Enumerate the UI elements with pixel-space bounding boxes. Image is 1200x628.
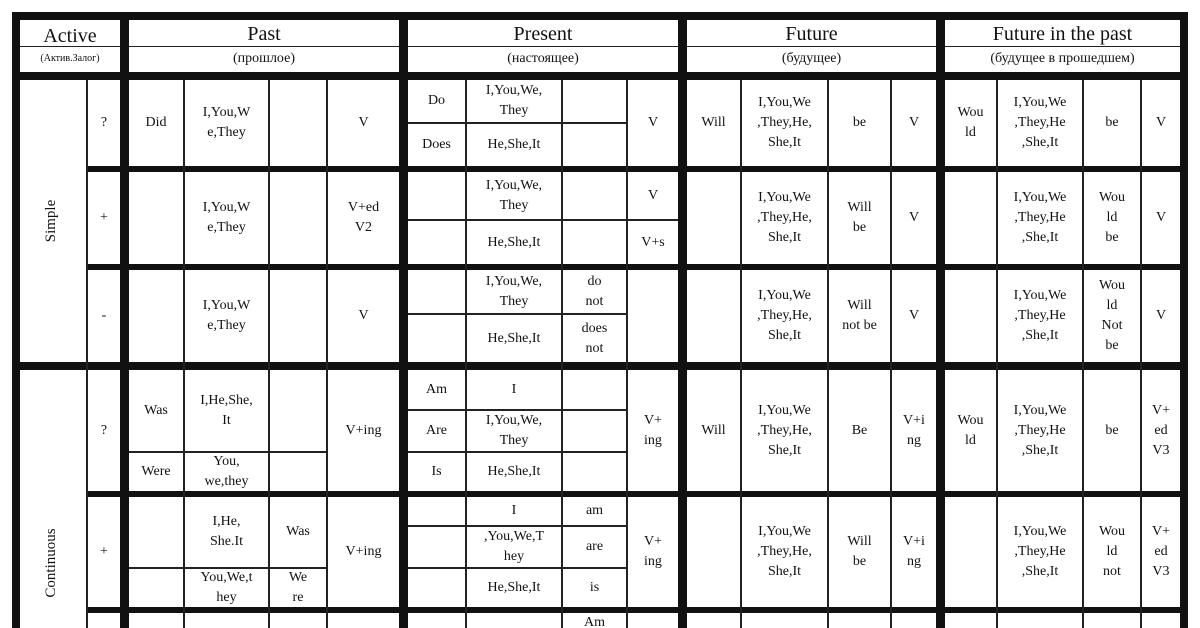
table-cell: V+ing [345,422,382,438]
table-cell: Will be [847,200,872,235]
header-future-in-past: Future in the past [992,23,1133,45]
frame-left [12,12,20,628]
active-subtitle: (Актив.Залог) [40,53,100,64]
mark-plus: + [100,544,108,559]
header-present: Present [513,23,573,45]
table-cell: I,He,She, It [200,392,253,428]
table-cell: V+ing [345,544,382,559]
table-cell: I [511,503,517,518]
frame-right [1180,12,1188,628]
col-divider [120,12,129,628]
table-cell: He,She,It [487,137,541,152]
table-cell: He,She,It [487,234,541,250]
table-cell: are [585,539,604,554]
table-cell: Was [144,402,168,418]
table-cell: V [908,210,920,225]
table-cell: V+ ed V3 [1151,524,1170,579]
header-line [687,46,936,47]
header-future: Future [785,23,838,45]
mark-question: ? [100,422,108,438]
table-cell: be [1105,422,1119,438]
table-cell: V [358,115,369,130]
mark-minus: - [101,308,107,323]
table-cell: Will be [847,534,872,569]
table-cell: V+ed V2 [347,200,380,235]
table-cell: I,You,We ,They,He, She,It [757,288,812,343]
table-cell: I,You,We ,They,He, She,It [757,402,812,458]
mark-question: ? [100,115,108,130]
table-cell: be [852,115,867,130]
table-cell: Is [431,464,442,479]
table-cell: V [647,115,659,130]
table-cell: We re [288,570,308,605]
table-cell: does not [581,320,608,356]
col-divider [399,12,408,628]
table-cell: You, we,they [204,454,249,489]
header-line [945,46,1180,47]
header-past-ru: (прошлое) [233,51,295,66]
table-cell: I,You,W e,They [202,105,251,140]
col-divider [936,12,945,628]
table-cell: V [647,187,659,203]
table-cell: V+ ing [643,412,662,448]
table-cell: He,She,It [487,464,541,479]
table-cell: I,You,We ,They,He ,She,It [1013,95,1067,150]
table-cell: V [358,308,369,323]
table-cell: be [1105,115,1119,130]
table-cell: I,You,We, They [485,83,543,118]
table-cell: I,You,W e,They [202,298,251,333]
table-cell: I,You,We ,They,He, She,It [757,190,812,245]
group-label-simple: Simple [43,199,59,243]
table-cell: Wou ld be [1098,190,1126,245]
table-cell: V [908,115,920,130]
table-cell: V [1155,308,1167,323]
table-cell: V [1155,210,1167,225]
table-cell: V+s [641,234,665,250]
table-cell: V+i ng [903,412,925,448]
table-cell: Be [851,422,868,438]
header-future-ru: (будущее) [781,51,842,66]
table-cell: Wou ld [957,105,984,140]
table-cell: V [1155,115,1167,130]
table-cell: Wou ld [957,412,984,448]
table-cell: I,You,We ,They,He ,She,It [1013,524,1067,579]
col-divider [678,12,687,628]
header-past: Past [247,23,281,45]
section-divider [12,362,1188,370]
table-cell: Do [427,93,446,108]
table-cell: Am [584,615,605,628]
table-cell: Wou ld Not be [1098,278,1126,353]
table-cell: I,He, She.It [209,514,244,549]
table-cell: Will [701,422,726,438]
table-cell: Does [422,137,451,152]
table-cell: I,You,We, They [485,413,543,448]
table-cell: Will not be [842,298,877,333]
table-cell: Were [141,464,171,479]
table-cell: He,She,It [487,330,541,346]
table-cell: is [589,580,600,595]
table-cell: I,You,We ,They,He ,She,It [1013,288,1067,343]
table-cell: Will [701,115,726,130]
group-label-continuous: Continuous [43,528,59,598]
frame-top [12,12,1188,20]
table-cell: I,You,We ,They,He, She,It [757,524,812,579]
table-cell: I,You,We, They [485,177,543,213]
table-cell: Are [426,423,447,438]
table-cell: Am [426,381,447,397]
table-cell: I,You,We ,They,He, She,It [757,95,812,150]
table-cell: V [908,308,920,323]
table-cell: V+ ing [643,534,662,569]
table-cell: I,You,We ,They,He ,She,It [1013,190,1067,245]
header-bottom-bar [12,72,1188,80]
table-cell: ,You,We,T hey [483,529,545,564]
table-cell: He,She,It [487,580,541,595]
table-cell: am [585,503,604,518]
table-cell: V+i ng [903,534,925,569]
mark-plus: + [100,210,108,225]
header-present-ru: (настоящее) [507,51,579,66]
table-cell: do not [585,273,604,309]
table-cell: Was [286,524,310,539]
table-cell: Did [145,115,167,130]
header-line [408,46,678,47]
table-cell: Wou ld not [1098,524,1126,579]
table-cell: V+ ed V3 [1151,402,1170,458]
table-cell: I [511,381,517,397]
header-future-in-past-ru: (будущее в прошедшем) [990,51,1135,66]
table-cell: I,You,We, They [485,273,543,309]
table-cell: You,We,t hey [200,570,253,605]
header-line [129,46,399,47]
table-cell: I,You,We ,They,He ,She,It [1013,402,1067,458]
table-cell: I,You,W e,They [202,200,251,235]
active-title: Active [43,25,97,47]
